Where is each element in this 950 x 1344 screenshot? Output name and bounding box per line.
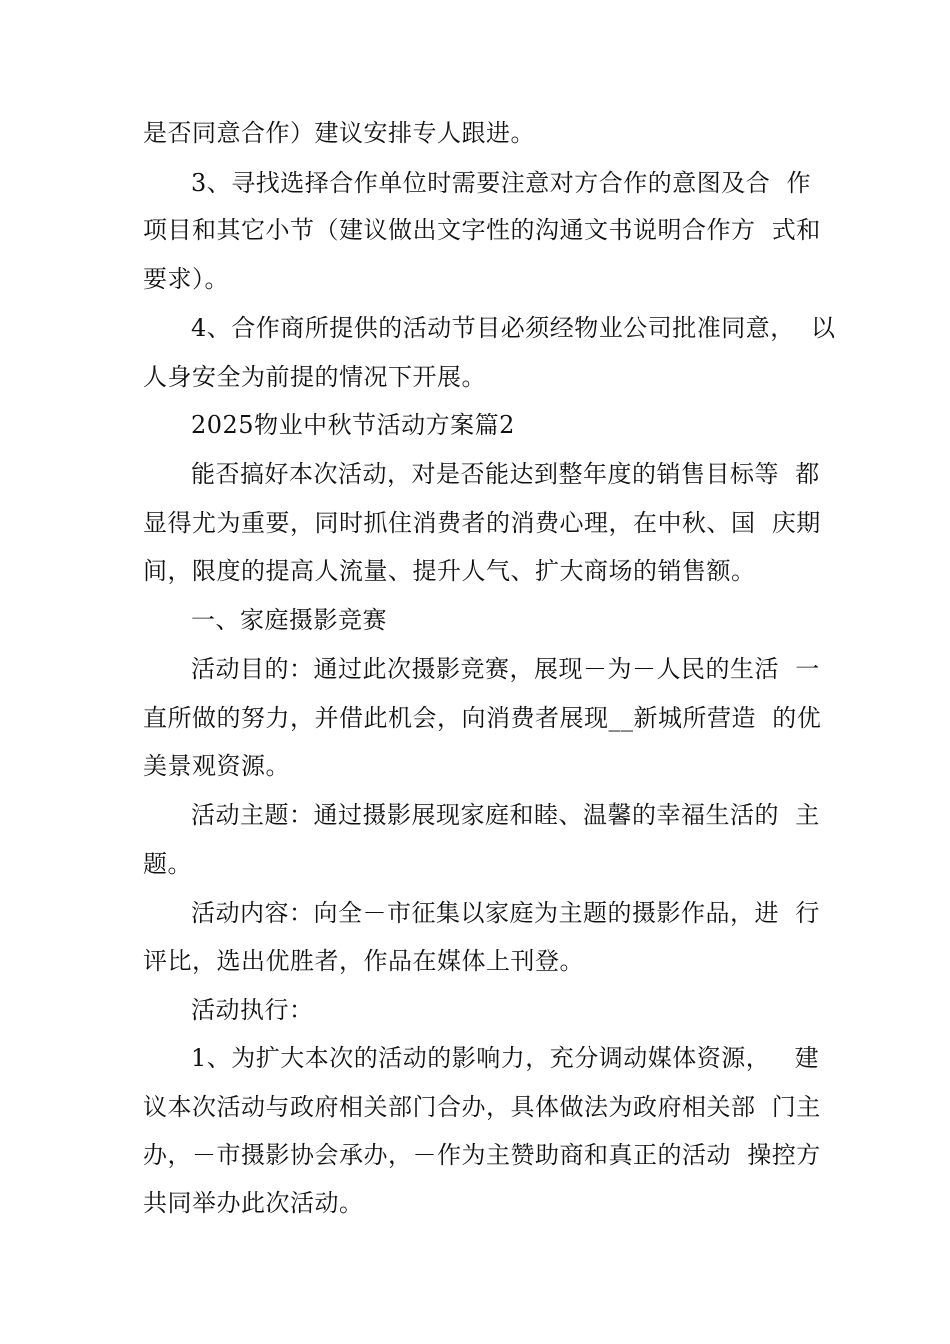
text-line: 活动执行： — [191, 996, 314, 1024]
text-line: 人身安全为前提的情况下开展。 — [143, 363, 486, 391]
text-line: 间，限度的提高人流量、提升人气、扩大商场的销售额。 — [143, 557, 756, 585]
section-heading: 2025物业中秋节活动方案篇2 — [191, 411, 515, 439]
text-line: 项目和其它小节（建议做出文字性的沟通文书说明合作方 式和 — [143, 216, 821, 244]
text-line: 1、为扩大本次的活动的影响力，充分调动媒体资源， 建 — [191, 1044, 820, 1072]
text-line: 共同举办此次活动。 — [143, 1189, 364, 1217]
text-line: 3、寻找选择合作单位时需要注意对方合作的意图及合 作 — [191, 169, 812, 197]
text-line: 活动内容：向全－市征集以家庭为主题的摄影作品，进 行 — [191, 899, 820, 927]
text-line: 显得尤为重要，同时抓住消费者的消费心理，在中秋、国 庆期 — [143, 509, 821, 537]
text-line: 4、合作商所提供的活动节目必须经物业公司批准同意， 以 — [191, 314, 836, 342]
text-line: 美景观资源。 — [143, 752, 290, 780]
text-line: 办，－市摄影协会承办，－作为主赞助商和真正的活动 操控方 — [143, 1141, 821, 1169]
text-line: 议本次活动与政府相关部门合办，具体做法为政府相关部 门主 — [143, 1093, 821, 1121]
text-line: 评比，选出优胜者，作品在媒体上刊登。 — [143, 947, 584, 975]
text-line: 是否同意合作）建议安排专人跟进。 — [143, 119, 535, 147]
text-line: 活动目的：通过此次摄影竞赛，展现－为－人民的生活 一 — [191, 655, 820, 683]
section-heading: 一、家庭摄影竞赛 — [191, 606, 387, 634]
text-line: 要求）。 — [143, 265, 229, 293]
text-line: 直所做的努力，并借此机会，向消费者展现__新城所营造 的优 — [143, 704, 822, 732]
text-line: 能否搞好本次活动，对是否能达到整年度的销售目标等 都 — [191, 460, 820, 488]
text-line: 题。 — [143, 850, 192, 878]
text-line: 活动主题：通过摄影展现家庭和睦、温馨的幸福生活的 主 — [191, 801, 820, 829]
